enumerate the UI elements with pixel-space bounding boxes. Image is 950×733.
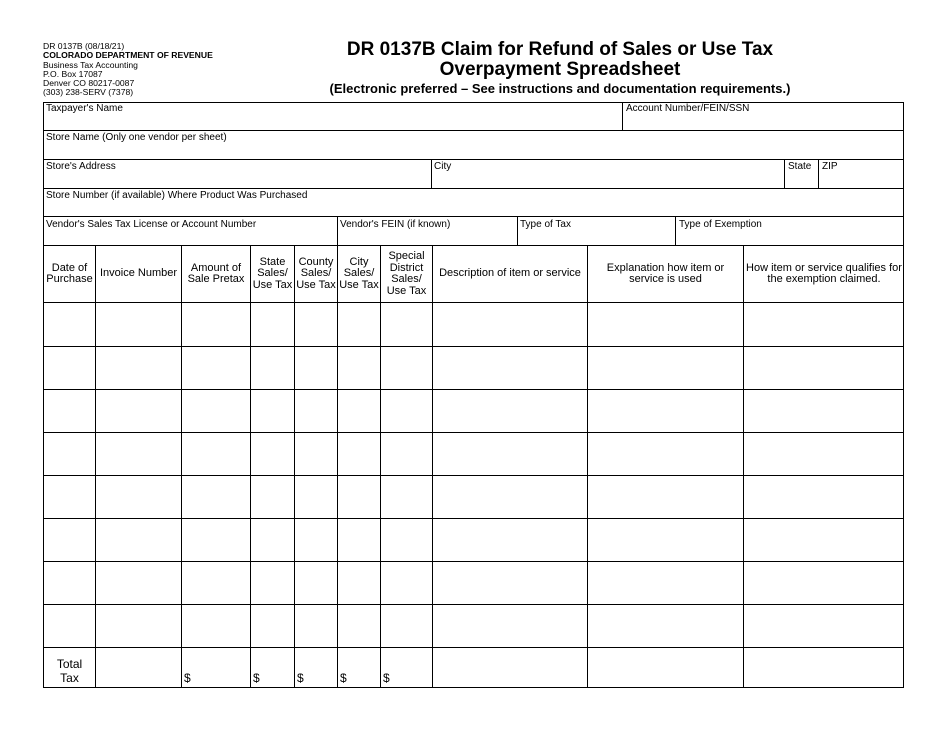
type-of-exemption-field[interactable]	[677, 230, 903, 244]
col-county-tax: County Sales/ Use Tax	[296, 255, 336, 291]
total-city-field[interactable]	[339, 648, 380, 687]
col-amount-pretax: Amount of Sale Pretax	[187, 261, 245, 285]
total-county-dollar: $	[297, 671, 304, 685]
city-label: City	[434, 161, 452, 172]
store-address-label: Store's Address	[46, 161, 116, 172]
form-number: DR 0137B (08/18/21)	[43, 41, 125, 51]
total-county-field[interactable]	[296, 648, 337, 687]
account-number-label: Account Number/FEIN/SSN	[626, 103, 750, 114]
table-row[interactable]	[44, 433, 903, 475]
col-city-tax: City Sales/ Use Tax	[339, 255, 379, 291]
divider	[517, 216, 518, 245]
city-zip: Denver CO 80217-0087	[43, 78, 135, 89]
divider	[337, 216, 338, 245]
total-tax-label: Total Tax	[56, 657, 83, 685]
total-special-dollar: $	[383, 671, 390, 685]
total-state-field[interactable]	[252, 648, 294, 687]
store-number-label: Store Number (if available) Where Product Was Purchased	[46, 190, 308, 201]
row-divider	[43, 647, 904, 648]
col-qualification: How item or service qualifies for the exemption claimed.	[746, 261, 902, 285]
col-explanation: Explanation how item or service is used	[606, 261, 725, 285]
total-special-field[interactable]	[382, 648, 432, 687]
table-row[interactable]	[44, 347, 903, 389]
vendor-license-field[interactable]	[44, 230, 336, 244]
table-row[interactable]	[44, 562, 903, 604]
divider	[622, 102, 623, 130]
divider	[43, 159, 904, 160]
vendor-fein-field[interactable]	[339, 230, 516, 244]
vendor-license-label: Vendor's Sales Tax License or Account Number	[46, 219, 257, 230]
division-name: Business Tax Accounting	[43, 59, 138, 70]
divider	[431, 159, 432, 188]
page-subtitle: (Electronic preferred – See instructions and documentation requirements.)	[329, 81, 791, 96]
state-field[interactable]	[786, 172, 817, 187]
col-special-district-tax: Special District Sales/ Use Tax	[386, 250, 427, 297]
store-name-label: Store Name (Only one vendor per sheet)	[46, 132, 227, 143]
col-state-tax: State Sales/ Use Tax	[252, 255, 293, 291]
type-of-tax-field[interactable]	[519, 230, 674, 244]
zip-label: ZIP	[822, 161, 838, 172]
col-date-of-purchase: Date of Purchase	[46, 261, 93, 285]
store-name-field[interactable]	[44, 143, 903, 158]
type-of-exemption-label: Type of Exemption	[679, 219, 762, 230]
table-row[interactable]	[44, 476, 903, 518]
table-row[interactable]	[44, 519, 903, 561]
po-box: P.O. Box 17087	[43, 68, 103, 79]
table-row[interactable]	[44, 303, 903, 346]
taxpayer-name-label: Taxpayer's Name	[46, 103, 123, 114]
total-city-dollar: $	[340, 671, 347, 685]
vendor-fein-label: Vendor's FEIN (if known)	[340, 219, 451, 230]
taxpayer-name-field[interactable]	[44, 114, 621, 129]
total-state-dollar: $	[253, 671, 260, 685]
divider	[784, 159, 785, 188]
divider	[43, 130, 904, 131]
page-title: DR 0137B Claim for Refund of Sales or Use Tax Overpayment Spreadsheet	[346, 39, 774, 80]
type-of-tax-label: Type of Tax	[520, 219, 571, 230]
divider	[43, 188, 904, 189]
divider	[818, 159, 819, 188]
department-name: COLORADO DEPARTMENT OF REVENUE	[43, 50, 213, 61]
table-row[interactable]	[44, 390, 903, 432]
account-number-field[interactable]	[624, 114, 903, 129]
table-row[interactable]	[44, 605, 903, 647]
state-label: State	[788, 161, 812, 172]
city-field[interactable]	[433, 172, 783, 187]
divider	[675, 216, 676, 245]
zip-field[interactable]	[820, 172, 903, 187]
col-description: Description of item or service	[439, 267, 581, 280]
col-invoice-number: Invoice Number	[99, 267, 178, 280]
divider	[43, 216, 904, 217]
agency-address-block	[43, 42, 213, 98]
total-amount-dollar: $	[184, 671, 191, 685]
store-address-field[interactable]	[44, 172, 430, 187]
total-amount-field[interactable]	[183, 648, 250, 687]
store-number-field[interactable]	[44, 201, 903, 215]
phone-number: (303) 238-SERV (7378)	[43, 87, 134, 98]
